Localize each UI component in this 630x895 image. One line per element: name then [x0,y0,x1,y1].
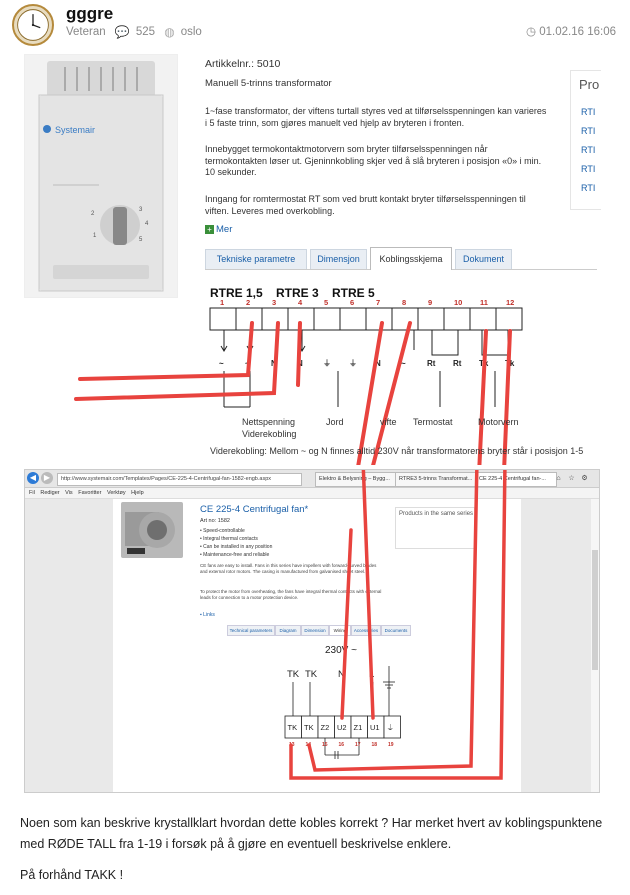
rtre-terminal-number: 10 [454,298,463,307]
rtre-terminal-number: 6 [350,298,355,307]
home-icon[interactable]: ⌂ [556,475,561,482]
transformer-image [24,54,178,298]
tab-dimension[interactable]: Dimension [301,625,329,636]
fan-desc-2: To protect the motor from overheating, the fans have integral thermal contacts with external leads for connection to a motor protection device. [200,589,382,600]
browser-screenshot [24,469,600,793]
rtre-model-label: RTRE 3 [276,286,319,300]
rtre-terminal-symbol: Tk [479,359,489,368]
fan-terminal-number: 15 [322,742,328,748]
fan-bullet: • Maintenance-free and reliable [200,552,270,558]
rtre-terminal-symbol: Tk [505,359,515,368]
menu-fil[interactable]: Fil [29,490,35,496]
rtre-terminal [236,308,262,330]
rtre-terminal-block [210,308,522,330]
brand-logo-text: Systemair [55,125,96,135]
rtre-group-label: Nettspenning [242,417,296,427]
scrollbar-thumb [592,550,598,670]
clock-icon: ◷ [526,26,537,38]
fan-bullet: • Can be installed in any position [200,544,273,550]
same-series-box: Products in the same series [395,507,475,549]
rtre-terminal [314,308,340,330]
browser-tab[interactable]: Elektro & Belysning – Bygg... [315,472,397,487]
user-location: oslo [180,26,202,38]
svg-text:5: 5 [139,237,143,243]
rtre-terminal-number: 1 [220,298,225,307]
svg-text:2: 2 [91,211,95,217]
fan-art-number: Art no: 1582 [200,518,230,524]
avatar-clock-icon[interactable] [12,4,54,46]
top-label-tk: TK [305,669,318,680]
series-item[interactable]: RTI [581,107,596,117]
rtre-terminal-number: 3 [272,298,277,307]
rtre-terminal [210,308,236,330]
tab-dimensjon[interactable]: Dimensjon [310,249,367,269]
fan-wiring-diagram [25,470,599,792]
product-desc-3: Inngang for romtermostat RT som ved brutt kontakt bryter tilførselsspenningen til viften. Leveres med overkobling. [205,194,526,216]
user-meta [66,25,208,39]
rtre-wiring-diagram [20,275,600,465]
series-item[interactable]: RTI [581,164,596,174]
post-count: 525 [135,26,155,38]
fan-terminal-label: TK [287,723,298,732]
product-series-box [570,70,601,210]
menu-rediger[interactable]: Rediger [40,490,60,496]
rtre-terminal-symbol: Rt [453,359,462,368]
rtre-terminal [340,308,366,330]
fan-terminal-label: TK [304,723,314,732]
rtre-terminal [444,308,470,330]
rtre-group-label: vifte [380,417,397,427]
fan-terminal-number: 14 [305,742,312,748]
viderekobling-note: Viderekobling: Mellom ~ og N finnes alltid 230V når transformatorens bryter står i posisjon 1-5 [210,446,584,456]
fan-red-numbers [289,742,394,748]
username[interactable]: gggre [66,4,114,23]
fan-terminal-number: 16 [338,742,345,748]
rtre-terminal-number: 8 [402,298,407,307]
article-number: Artikkelnr.: 5010 [205,58,281,70]
tab-accessories[interactable]: Accessories [351,625,381,636]
rtre-terminal-number: 5 [324,298,329,307]
rtre-terminal [392,308,418,330]
post-date [526,24,616,38]
svg-text:1: 1 [93,233,97,239]
tab-documents[interactable]: Documents [381,625,411,636]
rtre-terminal-symbol: ~ [245,359,250,368]
rtre-red-numbers [220,298,514,307]
fan-terminal-number: 19 [388,742,394,748]
product-desc-1: 1~fase transformator, der viftens turtall styres ved at tilførselsspenningen kan varieres i 5 faste trinn, som gjøres manuelt ved hjelp av bryteren i fronten. [205,106,547,128]
rtre-terminal-symbol: ~ [401,359,406,368]
product-title: Manuell 5-trinns transformator [205,78,332,89]
rtre-group-label: Jord [326,417,344,427]
fan-terminal-number: 18 [371,742,378,748]
post-date-text: 01.02.16 16:06 [539,26,616,38]
question-text: Noen som kan beskrive krystallklart hvordan dette kobles korrekt ? Har merket hvert av koblingspunktene med RØDE TALL fra 1-19 i forsøk på å gjøre en eventuell beskrivelse enklere. [20,816,603,851]
fan-terminal-label: U1 [370,723,380,732]
product-tabs [205,247,597,270]
fan-terminal-label: ⏚ [386,723,394,732]
tab-wiring[interactable]: Wiring [329,625,351,636]
series-box-title: Pro [579,77,600,92]
svg-text:3: 3 [139,207,143,213]
fan-links-label: Links [203,612,215,618]
rtre-terminal [262,308,288,330]
rtre-terminal-number: 12 [506,298,515,307]
rtre-terminal-number: 4 [298,298,303,307]
fan-terminal-number: 13 [289,742,295,748]
star-icon[interactable]: ☆ [568,475,575,482]
post-header [0,0,630,50]
gear-icon[interactable]: ⚙ [581,475,588,482]
rtre-terminal-symbol: ⏚ [323,359,331,368]
fan-links[interactable]: ▪ Links [200,612,215,618]
menu-verktoy[interactable]: Verktøy [106,490,126,496]
user-rank: Veteran [66,26,106,38]
browser-tab[interactable]: RTRE3 5-trinns Transformat... [395,472,477,487]
forward-icon[interactable]: ▶ [41,472,53,484]
series-item[interactable]: RTI [581,145,596,155]
fan-title: CE 225-4 Centrifugal fan* [200,504,309,515]
fan-terminal-label: Z1 [353,723,363,732]
rtre-terminal-number: 11 [480,298,488,307]
address-bar[interactable]: http://www.systemair.com/Templates/Pages/CE-225-4-Centrifugal-fan-1582-engb.aspx [57,473,302,486]
rtre-terminal [366,308,392,330]
rtre-terminal [418,308,444,330]
fan-bullet: • Speed-controllable [200,528,245,534]
tab-dokument[interactable]: Dokument [455,249,512,269]
menu-favoritter[interactable]: Favoritter [78,490,102,496]
rtre-terminal-symbol: Rt [427,359,436,368]
top-label-tk: TK [287,669,300,680]
back-icon[interactable]: ◀ [27,472,39,484]
series-item[interactable]: RTI [581,126,596,136]
rtre-group-label: Viderekobling [242,429,297,439]
voltage-label: 230V ~ [325,645,357,656]
fan-bullet: • Integral thermal contacts [200,536,258,542]
globe-icon: ◍ [164,25,175,39]
rtre-terminal-symbol: ~ [219,359,224,368]
fan-terminal-label: U2 [337,723,347,732]
rtre-terminal-symbol: N [297,359,303,368]
comments-icon: 💬 [114,25,130,39]
top-label-l: L [369,669,375,680]
rtre-terminal [470,308,496,330]
svg-text:4: 4 [145,221,149,227]
series-item[interactable]: RTI [581,183,596,193]
tab-koblingsskjema[interactable]: Koblingsskjema [370,247,452,270]
browser-tab-active[interactable]: CE 225-4 Centrifugal fan-... [475,472,557,487]
fan-terminal-number: 17 [355,742,361,748]
thanks-text: På forhånd TAKK ! [20,868,124,882]
product-screenshot [20,50,600,462]
more-link[interactable] [205,224,232,235]
rtre-group-label: Motorvern [478,417,519,427]
rtre-terminal-number: 2 [246,298,251,307]
fan-terminal-label: Z2 [320,723,330,732]
rtre-terminal [496,308,522,330]
menu-hjelp[interactable]: Hjelp [131,490,144,496]
rtre-terminal-symbol: N [271,359,277,368]
menu-vis[interactable]: Vis [65,490,73,496]
rtre-model-label: RTRE 1,5 [210,286,263,300]
top-label-n: N [338,669,345,680]
product-desc-2: Innebygget termokontaktmotorvern som bryter tilførselsspenningen når termokontakten løser ut. Gjeninnkobling skjer ved å slå bryteren i posisjon «0» i min. 10 sekunder. [205,144,542,177]
tab-tekniske-parametre[interactable]: Tekniske parametre [205,249,307,269]
rtre-terminal-number: 7 [376,298,381,307]
plus-icon: + [205,225,214,234]
tab-technical-parameters[interactable]: Technical parameters [227,625,275,636]
more-link-label: Mer [216,224,233,235]
tab-diagram[interactable]: Diagram [275,625,301,636]
fan-desc-1: CE fans are easy to install. Fans in this series have impellers with forward-curved blades and external rotor motors. The casing is manufactured from galvanised sheet steel. [200,563,377,574]
rtre-terminal-symbol: ⏚ [349,359,357,368]
rtre-bottom-symbols [219,359,515,368]
rtre-group-label: Termostat [413,417,453,427]
rtre-terminal-symbol: N [375,359,381,368]
rtre-terminal-number: 9 [428,298,433,307]
rtre-model-label: RTRE 5 [332,286,375,300]
